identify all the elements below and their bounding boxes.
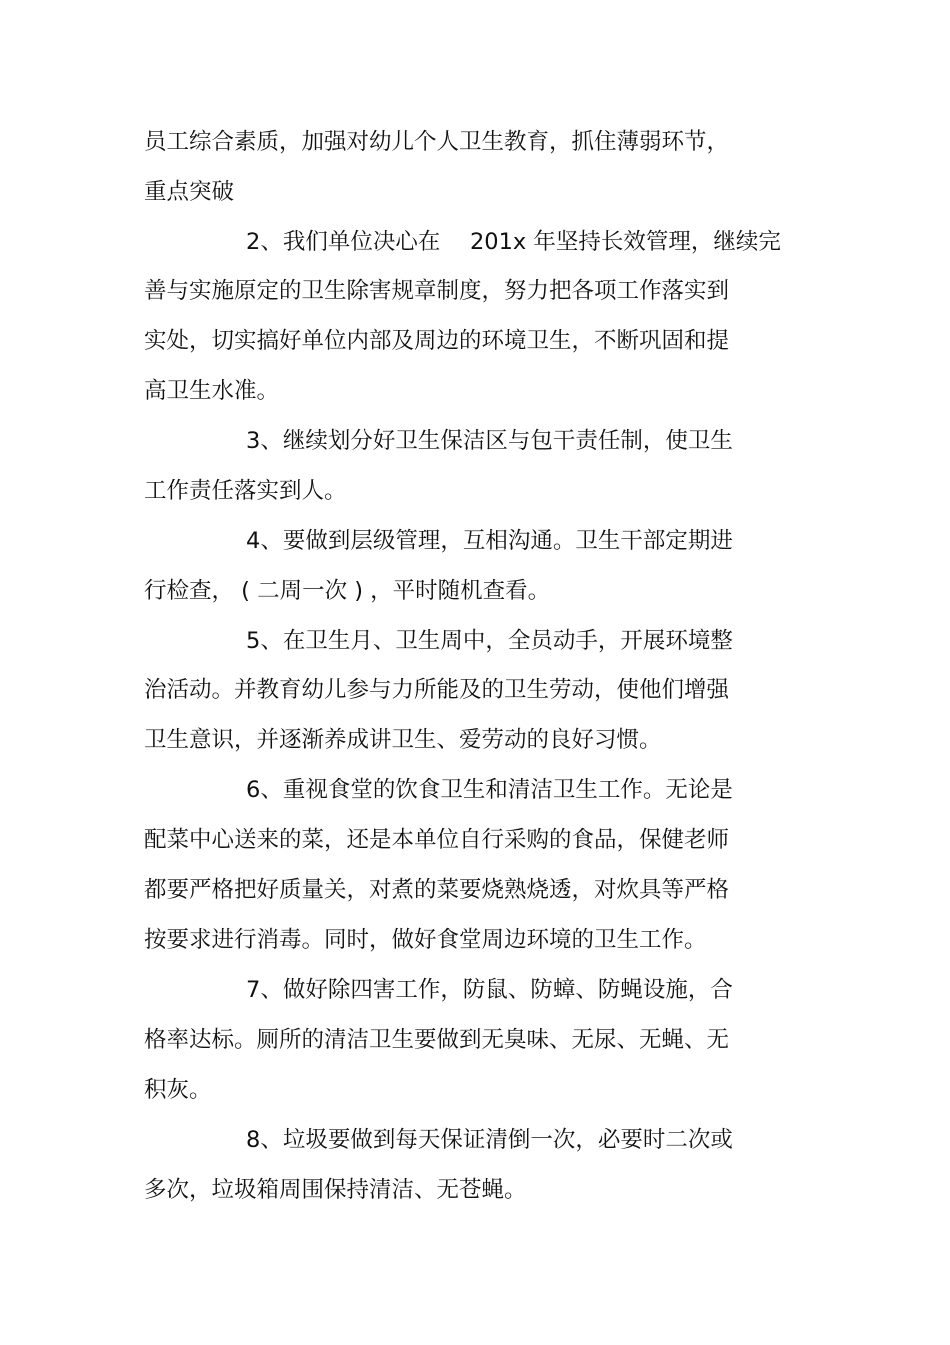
text-line: 配菜中心送来的菜，还是本单位自行采购的食品，保健老师 [144, 827, 730, 853]
text-line: 工作责任落实到人。 [144, 478, 347, 504]
text-line: 员工综合素质，加强对幼儿个人卫生教育，抓住薄弱环节， [144, 129, 730, 155]
text-line: 实处，切实搞好单位内部及周边的环境卫生，不断巩固和提 [144, 328, 730, 354]
text-line: 善与实施原定的卫生除害规章制度，努力把各项工作落实到 [144, 278, 730, 304]
text-line: 积灰。 [144, 1077, 212, 1103]
text-line: 按要求进行消毒。同时，做好食堂周边环境的卫生工作。 [144, 927, 707, 953]
text-line: 卫生意识，并逐渐养成讲卫生、爱劳动的良好习惯。 [144, 727, 662, 753]
paragraph-4-line: 4、要做到层级管理，互相沟通。卫生干部定期进 [246, 528, 733, 554]
text-line: 治活动。并教育幼儿参与力所能及的卫生劳动，使他们增强 [144, 677, 730, 703]
text-line: 高卫生水准。 [144, 378, 280, 404]
paragraph-5-line: 5、在卫生月、卫生周中，全员动手，开展环境整 [246, 628, 733, 654]
paragraph-3-line: 3、继续划分好卫生保洁区与包干责任制，使卫生 [246, 428, 733, 454]
text-line: 都要严格把好质量关，对煮的菜要烧熟烧透，对炊具等严格 [144, 877, 730, 903]
text-line: 多次，垃圾箱周围保持清洁、无苍蝇。 [144, 1177, 527, 1203]
text-line: 行检查， ( 二周一次 ) ，平时随机查看。 [144, 578, 551, 604]
paragraph-2-line: 2、我们单位决心在 201x 年坚持长效管理，继续完 [246, 229, 781, 255]
text-line: 格率达标。厕所的清洁卫生要做到无臭味、无尿、无蝇、无 [144, 1027, 730, 1053]
text-line: 重点突破 [144, 179, 235, 205]
paragraph-6-line: 6、重视食堂的饮食卫生和清洁卫生工作。无论是 [246, 777, 733, 803]
paragraph-7-line: 7、做好除四害工作，防鼠、防蟑、防蝇设施，合 [246, 977, 733, 1003]
paragraph-8-line: 8、垃圾要做到每天保证清倒一次，必要时二次或 [246, 1127, 733, 1153]
